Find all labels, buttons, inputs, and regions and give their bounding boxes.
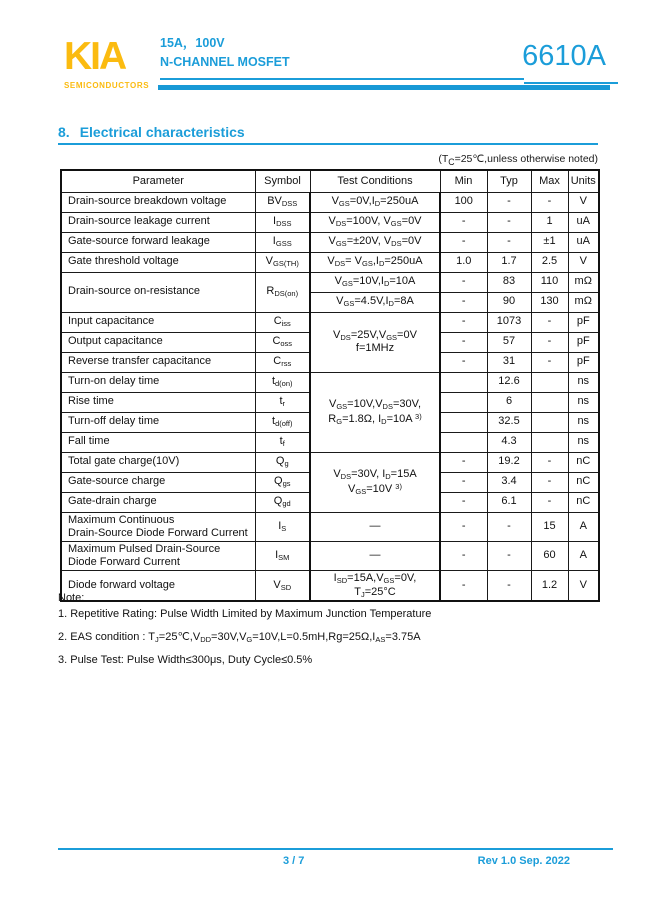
header-rule-thick xyxy=(158,85,610,90)
typ-cell: 31 xyxy=(487,352,531,372)
section-heading xyxy=(58,124,245,140)
units-cell: pF xyxy=(568,312,599,332)
units-cell: uA xyxy=(568,232,599,252)
cond-cell: $V_{GS}=4.5V,I_D=8A$ xyxy=(310,292,440,312)
max-cell: 60 xyxy=(531,541,568,570)
typ-cell: - xyxy=(487,512,531,541)
symbol-cell: $t_r$ xyxy=(255,392,310,412)
kia-logo: KIA xyxy=(64,35,126,78)
symbol-cell: $I_{GSS}$ xyxy=(255,232,310,252)
symbol-cell: $t_f$ xyxy=(255,432,310,452)
min-cell: - xyxy=(440,272,487,292)
cond-cell: — xyxy=(310,541,440,570)
max-cell xyxy=(531,392,568,412)
max-cell xyxy=(531,432,568,452)
page-number: 3 / 7 xyxy=(283,855,305,867)
symbol-cell: $I_{DSS}$ xyxy=(255,212,310,232)
min-cell: 1.0 xyxy=(440,252,487,272)
symbol-cell: $R_{DS(on)}$ xyxy=(255,272,310,312)
units-cell: V xyxy=(568,571,599,601)
units-cell: pF xyxy=(568,332,599,352)
min-cell: - xyxy=(440,332,487,352)
table-row xyxy=(61,512,599,541)
typ-cell: 19.2 xyxy=(487,452,531,472)
units-cell: pF xyxy=(568,352,599,372)
typ-cell: 90 xyxy=(487,292,531,312)
min-cell: - xyxy=(440,571,487,601)
symbol-cell: $t_{d(off)}$ xyxy=(255,412,310,432)
symbol-cell: $Q_g$ xyxy=(255,452,310,472)
min-cell: - xyxy=(440,212,487,232)
param-cell: Turn-off delay time xyxy=(61,412,255,432)
min-cell: - xyxy=(440,352,487,372)
param-cell: Gate-source charge xyxy=(61,472,255,492)
max-cell: 2.5 xyxy=(531,252,568,272)
units-cell: A xyxy=(568,512,599,541)
symbol-cell: $I_S$ xyxy=(255,512,310,541)
min-cell: - xyxy=(440,472,487,492)
device-summary xyxy=(160,34,290,72)
min-cell: - xyxy=(440,312,487,332)
units-cell: ns xyxy=(568,432,599,452)
max-cell: 1 xyxy=(531,212,568,232)
min-cell: - xyxy=(440,292,487,312)
typ-cell: 6 xyxy=(487,392,531,412)
param-cell: Drain-source breakdown voltage xyxy=(61,192,255,212)
units-cell: V xyxy=(568,192,599,212)
device-type: N-CHANNEL MOSFET xyxy=(160,55,290,69)
min-cell xyxy=(440,432,487,452)
device-rating: 15A，100V xyxy=(160,36,225,50)
symbol-cell: $C_{iss}$ xyxy=(255,312,310,332)
param-cell: Gate-source forward leakage xyxy=(61,232,255,252)
min-cell: - xyxy=(440,512,487,541)
units-cell: mΩ xyxy=(568,292,599,312)
cond-cell: $V_{GS}=10V,I_D=10A$ xyxy=(310,272,440,292)
min-cell: - xyxy=(440,452,487,472)
units-cell: A xyxy=(568,541,599,570)
cond-cell: $V_{DS}=100V$, $V_{GS}=0V$ xyxy=(310,212,440,232)
notes-label: Note: xyxy=(58,592,85,604)
min-cell: - xyxy=(440,541,487,570)
typ-cell: 6.1 xyxy=(487,492,531,512)
section-underline xyxy=(58,143,598,145)
cond-cell: $I_{SD}=15A,V_{GS}=0V$, $T_J=25^\circ C$ xyxy=(310,571,440,601)
param-cell: Fall time xyxy=(61,432,255,452)
cond-cell: $V_{GS}=\pm 20V$, $V_{DS}=0V$ xyxy=(310,232,440,252)
max-cell: 110 xyxy=(531,272,568,292)
notes-block xyxy=(58,592,624,678)
typ-cell: 3.4 xyxy=(487,472,531,492)
cond-cell: $V_{GS}=10V,V_{DS}=30V$, $R_G=1.8\Omega$, $I_D=10A$ $^{3)}$ xyxy=(310,372,440,452)
typ-cell: - xyxy=(487,192,531,212)
typ-cell: 1073 xyxy=(487,312,531,332)
units-cell: V xyxy=(568,252,599,272)
table-row xyxy=(61,192,599,212)
max-cell: - xyxy=(531,492,568,512)
max-cell: - xyxy=(531,312,568,332)
typ-cell: - xyxy=(487,571,531,601)
param-cell: Reverse transfer capacitance xyxy=(61,352,255,372)
units-cell: nC xyxy=(568,472,599,492)
cond-cell: $V_{DS}= V_{GS},I_D=250uA$ xyxy=(310,252,440,272)
col-header-units: Units xyxy=(568,170,599,192)
cond-cell: $V_{GS}=0V,I_D=250uA$ xyxy=(310,192,440,212)
param-cell: Total gate charge(10V) xyxy=(61,452,255,472)
symbol-cell: $C_{rss}$ xyxy=(255,352,310,372)
param-cell: Output capacitance xyxy=(61,332,255,352)
electrical-characteristics-table xyxy=(60,169,600,602)
col-header-typ: Typ xyxy=(487,170,531,192)
col-header-parameter: Parameter xyxy=(61,170,255,192)
typ-cell: - xyxy=(487,232,531,252)
max-cell xyxy=(531,412,568,432)
header-rule-thin-right xyxy=(524,82,618,84)
max-cell: - xyxy=(531,192,568,212)
param-cell: Drain-source leakage current xyxy=(61,212,255,232)
param-cell: Rise time xyxy=(61,392,255,412)
note-item: 2. EAS condition : $T_J=25℃,V_{DD}=30V,V_G=10V,L=0.5mH,Rg=25\Omega,I_{AS}=3.75A$ xyxy=(58,631,421,645)
max-cell: ±1 xyxy=(531,232,568,252)
max-cell: 15 xyxy=(531,512,568,541)
typ-cell: 57 xyxy=(487,332,531,352)
section-number: 8. xyxy=(58,124,70,140)
min-cell: - xyxy=(440,232,487,252)
param-cell: Input capacitance xyxy=(61,312,255,332)
symbol-cell: $V_{SD}$ xyxy=(255,571,310,601)
units-cell: mΩ xyxy=(568,272,599,292)
symbol-cell: $Q_{gs}$ xyxy=(255,472,310,492)
note-item: 3. Pulse Test: Pulse Width≤300μs, Duty Cycle≤0.5% xyxy=(58,654,313,667)
footer-rule xyxy=(58,848,613,850)
kia-logo-subtitle: SEMICONDUCTORS xyxy=(64,81,150,90)
param-cell: Turn-on delay time xyxy=(61,372,255,392)
typ-cell: 83 xyxy=(487,272,531,292)
typ-cell: - xyxy=(487,212,531,232)
param-cell: Maximum Pulsed Drain-Source Diode Forward Current xyxy=(61,541,255,570)
table-row xyxy=(61,541,599,570)
min-cell: 100 xyxy=(440,192,487,212)
table-row xyxy=(61,452,599,472)
max-cell: - xyxy=(531,352,568,372)
min-cell xyxy=(440,392,487,412)
typ-cell: - xyxy=(487,541,531,570)
param-cell: Gate-drain charge xyxy=(61,492,255,512)
cond-cell: — xyxy=(310,512,440,541)
header-rule-thin-left xyxy=(160,78,524,80)
section-title: Electrical characteristics xyxy=(79,124,245,140)
symbol-cell: $V_{GS(TH)}$ xyxy=(255,252,310,272)
table-row xyxy=(61,212,599,232)
param-cell: Maximum Continuous Drain-Source Diode Forward Current xyxy=(61,512,255,541)
min-cell xyxy=(440,372,487,392)
part-number: 6610A xyxy=(522,40,606,72)
col-header-symbol: Symbol xyxy=(255,170,310,192)
max-cell: - xyxy=(531,472,568,492)
col-header-max: Max xyxy=(531,170,568,192)
note-item: 1. Repetitive Rating: Pulse Width Limited by Maximum Junction Temperature xyxy=(58,608,432,620)
typ-cell: 1.7 xyxy=(487,252,531,272)
symbol-cell: $C_{oss}$ xyxy=(255,332,310,352)
symbol-cell: $I_{SM}$ xyxy=(255,541,310,570)
param-cell: Diode forward voltage xyxy=(61,571,255,601)
typ-cell: 32.5 xyxy=(487,412,531,432)
symbol-cell: $t_{d(on)}$ xyxy=(255,372,310,392)
table-row xyxy=(61,232,599,252)
max-cell: 1.2 xyxy=(531,571,568,601)
typ-cell: 4.3 xyxy=(487,432,531,452)
min-cell xyxy=(440,412,487,432)
symbol-cell: $BV_{DSS}$ xyxy=(255,192,310,212)
max-cell: - xyxy=(531,332,568,352)
symbol-cell: $Q_{gd}$ xyxy=(255,492,310,512)
table-row xyxy=(61,312,599,332)
col-header-test-conditions: Test Conditions xyxy=(310,170,440,192)
typ-cell: 12.6 xyxy=(487,372,531,392)
conditions-note: ($T_C=25℃,unless$ otherwise noted) xyxy=(438,153,598,168)
param-cell: Gate threshold voltage xyxy=(61,252,255,272)
units-cell: nC xyxy=(568,492,599,512)
units-cell: ns xyxy=(568,372,599,392)
units-cell: nC xyxy=(568,452,599,472)
min-cell: - xyxy=(440,492,487,512)
units-cell: ns xyxy=(568,412,599,432)
table-row xyxy=(61,252,599,272)
cond-cell: $V_{DS}=25V,V_{GS}=0V$ f=1MHz xyxy=(310,312,440,372)
param-cell: Drain-source on-resistance xyxy=(61,272,255,312)
units-cell: uA xyxy=(568,212,599,232)
table-header-row xyxy=(61,170,599,192)
max-cell: - xyxy=(531,452,568,472)
max-cell: 130 xyxy=(531,292,568,312)
max-cell xyxy=(531,372,568,392)
cond-cell: $V_{DS}=30V$, $I_D=15A$ $V_{GS}=10V$ $^{3)}$ xyxy=(310,452,440,512)
table-row xyxy=(61,372,599,392)
units-cell: ns xyxy=(568,392,599,412)
col-header-min: Min xyxy=(440,170,487,192)
table-row xyxy=(61,272,599,292)
revision-label: Rev 1.0 Sep. 2022 xyxy=(477,855,570,867)
